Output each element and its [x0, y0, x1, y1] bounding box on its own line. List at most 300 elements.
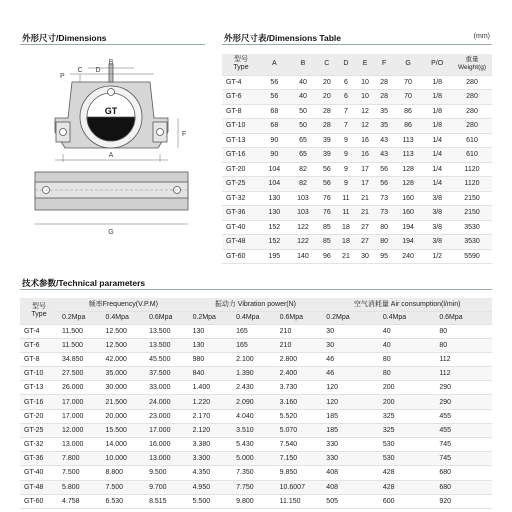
- table-cell-model: GT-60: [20, 494, 58, 508]
- tech-power-p1: 0.2Mpa: [189, 311, 233, 324]
- table-cell: 17.000: [58, 395, 102, 409]
- table-cell: 9.700: [145, 480, 189, 494]
- table-cell: 26.000: [58, 381, 102, 395]
- table-cell: 7.150: [276, 452, 323, 466]
- tech-col-air: 空气消耗量 Air consumption(l/min): [322, 298, 492, 311]
- table-cell: 27: [356, 220, 375, 235]
- table-cell: 2.090: [232, 395, 276, 409]
- table-row: [20, 381, 492, 395]
- table-cell: 7.800: [58, 452, 102, 466]
- table-cell-model: GT-13: [222, 133, 260, 148]
- table-cell-model: GT-36: [20, 452, 58, 466]
- table-cell: 28: [375, 75, 394, 90]
- table-cell: 1/4: [422, 133, 452, 148]
- table-cell: 82: [289, 177, 318, 192]
- tech-freq-p3: 0.6Mpa: [145, 311, 189, 324]
- table-cell: 3.380: [189, 438, 233, 452]
- table-cell: 2.800: [276, 352, 323, 366]
- table-cell: 5.800: [58, 480, 102, 494]
- table-cell: 120: [322, 381, 379, 395]
- table-cell: 3/8: [422, 206, 452, 221]
- table-cell: 4.350: [189, 466, 233, 480]
- table-cell: 17.000: [145, 423, 189, 437]
- table-cell: 2.400: [276, 367, 323, 381]
- table-cell: 4.758: [58, 494, 102, 508]
- table-cell: 20.000: [102, 409, 146, 423]
- table-row: [20, 423, 492, 437]
- table-cell: 68: [260, 119, 289, 134]
- table-cell: 455: [435, 409, 492, 423]
- tech-power-p3: 0.6Mpa: [276, 311, 323, 324]
- tech-table-group-row: [20, 298, 492, 311]
- table-cell: 113: [394, 133, 423, 148]
- table-cell: 5.430: [232, 438, 276, 452]
- table-row: [20, 324, 492, 338]
- table-cell: 185: [322, 423, 379, 437]
- table-row: [20, 395, 492, 409]
- table-cell: 30: [356, 249, 375, 264]
- table-cell: 1/8: [422, 90, 452, 105]
- table-cell: 1.220: [189, 395, 233, 409]
- table-cell: 9.800: [232, 494, 276, 508]
- table-cell: 9: [336, 177, 355, 192]
- table-row: [20, 480, 492, 494]
- table-cell: 6: [336, 90, 355, 105]
- gt-label: GT: [104, 106, 118, 116]
- table-cell: 745: [435, 438, 492, 452]
- table-cell: 680: [435, 466, 492, 480]
- table-cell: 10.6007: [276, 480, 323, 494]
- table-row: [222, 148, 492, 163]
- tech-air-p2: 0.4Mpa: [379, 311, 436, 324]
- table-cell: 113: [394, 148, 423, 163]
- table-cell: 152: [260, 235, 289, 250]
- table-cell: 280: [452, 75, 492, 90]
- table-cell: 50: [289, 104, 318, 119]
- table-cell-model: GT-25: [222, 177, 260, 192]
- table-cell: 210: [276, 324, 323, 338]
- table-cell: 1120: [452, 177, 492, 192]
- table-cell: 2.170: [189, 409, 233, 423]
- table-cell: 20: [317, 75, 336, 90]
- dim-col-type: 型号 Type: [222, 54, 260, 75]
- table-cell: 18: [336, 220, 355, 235]
- tech-col-frequency: 频率Frequency(V.P.M): [58, 298, 189, 311]
- table-cell: 20: [317, 90, 336, 105]
- table-cell: 5590: [452, 249, 492, 264]
- table-cell: 17.000: [58, 409, 102, 423]
- table-cell: 1/4: [422, 148, 452, 163]
- table-cell: 28: [317, 119, 336, 134]
- table-cell: 12.000: [58, 423, 102, 437]
- table-cell: 600: [379, 494, 436, 508]
- table-cell: 130: [260, 191, 289, 206]
- table-cell: 128: [394, 177, 423, 192]
- table-cell: 80: [375, 235, 394, 250]
- table-cell: 70: [394, 90, 423, 105]
- table-cell-model: GT-40: [20, 466, 58, 480]
- table-cell: 1/2: [422, 249, 452, 264]
- table-cell: 5.520: [276, 409, 323, 423]
- table-cell: 280: [452, 119, 492, 134]
- table-cell-model: GT-13: [20, 381, 58, 395]
- table-cell: 325: [379, 409, 436, 423]
- table-cell: 9: [336, 162, 355, 177]
- table-cell: 194: [394, 235, 423, 250]
- dim-table-header-row: [222, 54, 492, 75]
- table-cell-model: GT-6: [222, 90, 260, 105]
- table-cell: 160: [394, 191, 423, 206]
- table-cell-model: GT-48: [222, 235, 260, 250]
- label-g: G: [108, 229, 114, 236]
- label-f: F: [182, 131, 187, 138]
- table-cell: 8.800: [102, 466, 146, 480]
- table-cell: 16.000: [145, 438, 189, 452]
- table-cell: 7.540: [276, 438, 323, 452]
- dim-col-po: P/O: [422, 54, 452, 75]
- table-cell: 3530: [452, 220, 492, 235]
- table-cell: 7: [336, 119, 355, 134]
- table-row: [20, 438, 492, 452]
- table-cell: 2150: [452, 206, 492, 221]
- dim-col-a: A: [260, 54, 289, 75]
- table-cell: 18: [336, 235, 355, 250]
- dim-col-f: F: [375, 54, 394, 75]
- table-cell: 68: [260, 104, 289, 119]
- table-cell: 2150: [452, 191, 492, 206]
- table-cell: 14.000: [102, 438, 146, 452]
- table-cell: 76: [317, 206, 336, 221]
- table-cell: 56: [317, 162, 336, 177]
- dim-table-title: 外形尺寸表/Dimensions Table: [224, 33, 341, 43]
- table-cell: 1/4: [422, 162, 452, 177]
- table-cell: 112: [435, 367, 492, 381]
- table-cell-model: GT-36: [222, 206, 260, 221]
- label-b: B: [108, 59, 114, 66]
- table-cell: 86: [394, 119, 423, 134]
- table-cell: 56: [260, 75, 289, 90]
- table-cell: 39: [317, 133, 336, 148]
- table-cell: 40: [379, 338, 436, 352]
- table-cell: 80: [435, 338, 492, 352]
- table-cell: 122: [289, 220, 318, 235]
- table-cell: 12: [356, 104, 375, 119]
- table-row: [20, 466, 492, 480]
- table-cell-model: GT-6: [20, 338, 58, 352]
- dimensions-heading: [20, 31, 205, 45]
- dim-table-heading: [222, 31, 492, 45]
- table-cell: 40: [379, 324, 436, 338]
- table-cell: 30.000: [102, 381, 146, 395]
- table-cell: 330: [322, 438, 379, 452]
- table-cell: 11.150: [276, 494, 323, 508]
- table-cell: 3/8: [422, 235, 452, 250]
- table-cell: 42.000: [102, 352, 146, 366]
- table-cell: 840: [189, 367, 233, 381]
- table-cell: 28: [317, 104, 336, 119]
- table-cell: 10: [356, 90, 375, 105]
- label-c: C: [77, 67, 83, 74]
- technical-parameters-table: [20, 298, 492, 509]
- table-row: [222, 162, 492, 177]
- table-cell: 27: [356, 235, 375, 250]
- table-cell: 11.500: [58, 338, 102, 352]
- table-cell: 23.000: [145, 409, 189, 423]
- table-row: [222, 119, 492, 134]
- table-cell: 21: [356, 206, 375, 221]
- tech-power-p2: 0.4Mpa: [232, 311, 276, 324]
- table-cell: 745: [435, 452, 492, 466]
- tech-title: 技术参数/Technical parameters: [22, 278, 146, 288]
- table-cell: 46: [322, 367, 379, 381]
- table-cell: 408: [322, 466, 379, 480]
- table-cell: 610: [452, 133, 492, 148]
- table-cell: 90: [260, 148, 289, 163]
- table-cell: 1/4: [422, 177, 452, 192]
- table-cell: 12: [356, 119, 375, 134]
- tech-air-p1: 0.2Mpa: [322, 311, 379, 324]
- table-cell: 13.500: [145, 324, 189, 338]
- table-cell: 3/8: [422, 220, 452, 235]
- table-cell: 1/8: [422, 75, 452, 90]
- table-cell: 152: [260, 220, 289, 235]
- table-cell: 194: [394, 220, 423, 235]
- dim-col-weight: 重量 Weight(g): [452, 54, 492, 75]
- table-cell: 43: [375, 133, 394, 148]
- table-cell: 2.430: [232, 381, 276, 395]
- table-cell: 280: [452, 90, 492, 105]
- table-row: [222, 220, 492, 235]
- table-cell-model: GT-8: [20, 352, 58, 366]
- dim-col-g: G: [394, 54, 423, 75]
- tech-heading: [20, 276, 492, 290]
- table-cell: 103: [289, 191, 318, 206]
- table-cell: 11: [336, 191, 355, 206]
- table-row: [20, 409, 492, 423]
- table-cell: 56: [260, 90, 289, 105]
- table-cell: 408: [322, 480, 379, 494]
- table-cell-model: GT-10: [20, 367, 58, 381]
- table-cell: 30: [322, 324, 379, 338]
- table-cell: 46: [322, 352, 379, 366]
- table-cell: 6.530: [102, 494, 146, 508]
- table-cell: 6: [336, 75, 355, 90]
- table-cell: 11: [336, 206, 355, 221]
- table-cell: 70: [394, 75, 423, 90]
- table-row: [222, 177, 492, 192]
- table-row: [222, 206, 492, 221]
- table-cell: 80: [375, 220, 394, 235]
- table-cell: 7.750: [232, 480, 276, 494]
- table-cell: 73: [375, 191, 394, 206]
- table-cell: 13.500: [145, 338, 189, 352]
- tech-table-pressure-row: [20, 311, 492, 324]
- table-cell: 15.500: [102, 423, 146, 437]
- table-cell: 21: [336, 249, 355, 264]
- table-cell: 3530: [452, 235, 492, 250]
- table-cell: 40: [289, 75, 318, 90]
- table-cell: 16: [356, 148, 375, 163]
- table-cell: 9.500: [145, 466, 189, 480]
- table-cell-model: GT-20: [222, 162, 260, 177]
- table-cell: 128: [394, 162, 423, 177]
- tech-table-body: [20, 324, 492, 508]
- table-cell: 12.500: [102, 324, 146, 338]
- table-cell: 13.000: [145, 452, 189, 466]
- table-cell: 9.850: [276, 466, 323, 480]
- table-cell: 35: [375, 104, 394, 119]
- label-p: P: [60, 73, 65, 80]
- table-cell: 24.000: [145, 395, 189, 409]
- table-cell: 3.510: [232, 423, 276, 437]
- tech-freq-p1: 0.2Mpa: [58, 311, 102, 324]
- table-cell: 290: [435, 395, 492, 409]
- table-cell: 9: [336, 133, 355, 148]
- table-cell: 39: [317, 148, 336, 163]
- table-cell: 1.390: [232, 367, 276, 381]
- table-cell: 56: [317, 177, 336, 192]
- table-cell: 428: [379, 466, 436, 480]
- table-row: [20, 338, 492, 352]
- table-cell: 95: [375, 249, 394, 264]
- table-cell: 37.500: [145, 367, 189, 381]
- table-cell: 5.070: [276, 423, 323, 437]
- table-row: [20, 367, 492, 381]
- technical-drawing: [20, 52, 205, 252]
- table-cell: 330: [322, 452, 379, 466]
- table-cell: 7: [336, 104, 355, 119]
- tech-air-p3: 0.6Mpa: [435, 311, 492, 324]
- table-cell-model: GT-16: [20, 395, 58, 409]
- table-cell: 610: [452, 148, 492, 163]
- table-cell: 21: [356, 191, 375, 206]
- table-cell: 34.850: [58, 352, 102, 366]
- dim-col-b: B: [289, 54, 318, 75]
- table-cell: 56: [375, 162, 394, 177]
- table-cell: 1/8: [422, 104, 452, 119]
- table-cell-model: GT-20: [20, 409, 58, 423]
- table-cell: 325: [379, 423, 436, 437]
- table-cell: 2.100: [232, 352, 276, 366]
- table-cell: 3.730: [276, 381, 323, 395]
- table-cell: 10.000: [102, 452, 146, 466]
- table-cell: 80: [435, 324, 492, 338]
- table-cell: 1/8: [422, 119, 452, 134]
- table-cell: 185: [322, 409, 379, 423]
- table-cell: 122: [289, 235, 318, 250]
- drawing-svg: [20, 52, 205, 252]
- table-cell: 195: [260, 249, 289, 264]
- table-cell-model: GT-10: [222, 119, 260, 134]
- table-cell-model: GT-25: [20, 423, 58, 437]
- table-cell: 165: [232, 338, 276, 352]
- table-cell: 21.500: [102, 395, 146, 409]
- table-cell: 112: [435, 352, 492, 366]
- tech-col-power: 振动力 Vibration power(N): [189, 298, 323, 311]
- table-cell: 505: [322, 494, 379, 508]
- tech-freq-p2: 0.4Mpa: [102, 311, 146, 324]
- label-a: A: [108, 152, 114, 159]
- table-cell: 7.500: [58, 466, 102, 480]
- dim-col-c: C: [317, 54, 336, 75]
- dim-col-e: E: [356, 54, 375, 75]
- table-cell: 12.500: [102, 338, 146, 352]
- side-view: [35, 172, 188, 210]
- table-cell: 35: [375, 119, 394, 134]
- table-cell: 2.120: [189, 423, 233, 437]
- table-row: [222, 104, 492, 119]
- table-cell: 5.500: [189, 494, 233, 508]
- dimensions-table: [222, 54, 492, 264]
- table-cell-model: GT-48: [20, 480, 58, 494]
- table-cell: 85: [317, 235, 336, 250]
- table-cell: 130: [189, 338, 233, 352]
- table-cell: 130: [189, 324, 233, 338]
- table-cell: 103: [289, 206, 318, 221]
- table-cell: 1120: [452, 162, 492, 177]
- table-row: [222, 90, 492, 105]
- table-cell: 104: [260, 177, 289, 192]
- table-cell: 980: [189, 352, 233, 366]
- table-row: [20, 352, 492, 366]
- table-cell: 10: [356, 75, 375, 90]
- table-cell: 35.000: [102, 367, 146, 381]
- table-cell: 50: [289, 119, 318, 134]
- table-cell: 240: [394, 249, 423, 264]
- table-cell-model: GT-4: [20, 324, 58, 338]
- table-row: [222, 249, 492, 264]
- table-cell: 17: [356, 177, 375, 192]
- table-cell: 4.040: [232, 409, 276, 423]
- table-cell: 104: [260, 162, 289, 177]
- table-cell: 17: [356, 162, 375, 177]
- table-cell: 45.500: [145, 352, 189, 366]
- table-cell: 16: [356, 133, 375, 148]
- table-cell: 210: [276, 338, 323, 352]
- table-cell: 4.950: [189, 480, 233, 494]
- table-cell: 455: [435, 423, 492, 437]
- table-cell: 160: [394, 206, 423, 221]
- table-cell: 3.160: [276, 395, 323, 409]
- table-cell: 530: [379, 452, 436, 466]
- table-cell: 30: [322, 338, 379, 352]
- table-cell: 920: [435, 494, 492, 508]
- table-cell: 140: [289, 249, 318, 264]
- table-cell: 200: [379, 395, 436, 409]
- table-cell: 85: [317, 220, 336, 235]
- table-cell-model: GT-32: [20, 438, 58, 452]
- table-cell: 7.350: [232, 466, 276, 480]
- table-cell: 428: [379, 480, 436, 494]
- table-cell-model: GT-32: [222, 191, 260, 206]
- dimensions-title: 外形尺寸/Dimensions: [22, 33, 107, 43]
- table-cell: 130: [260, 206, 289, 221]
- table-cell: 9: [336, 148, 355, 163]
- table-cell: 680: [435, 480, 492, 494]
- table-cell: 65: [289, 148, 318, 163]
- table-row: [222, 75, 492, 90]
- table-row: [222, 133, 492, 148]
- table-row: [222, 235, 492, 250]
- dim-table-body: [222, 75, 492, 264]
- table-cell: 200: [379, 381, 436, 395]
- dim-col-d: D: [336, 54, 355, 75]
- table-cell: 73: [375, 206, 394, 221]
- table-cell: 120: [322, 395, 379, 409]
- table-cell: 33.000: [145, 381, 189, 395]
- table-row: [222, 191, 492, 206]
- table-cell: 165: [232, 324, 276, 338]
